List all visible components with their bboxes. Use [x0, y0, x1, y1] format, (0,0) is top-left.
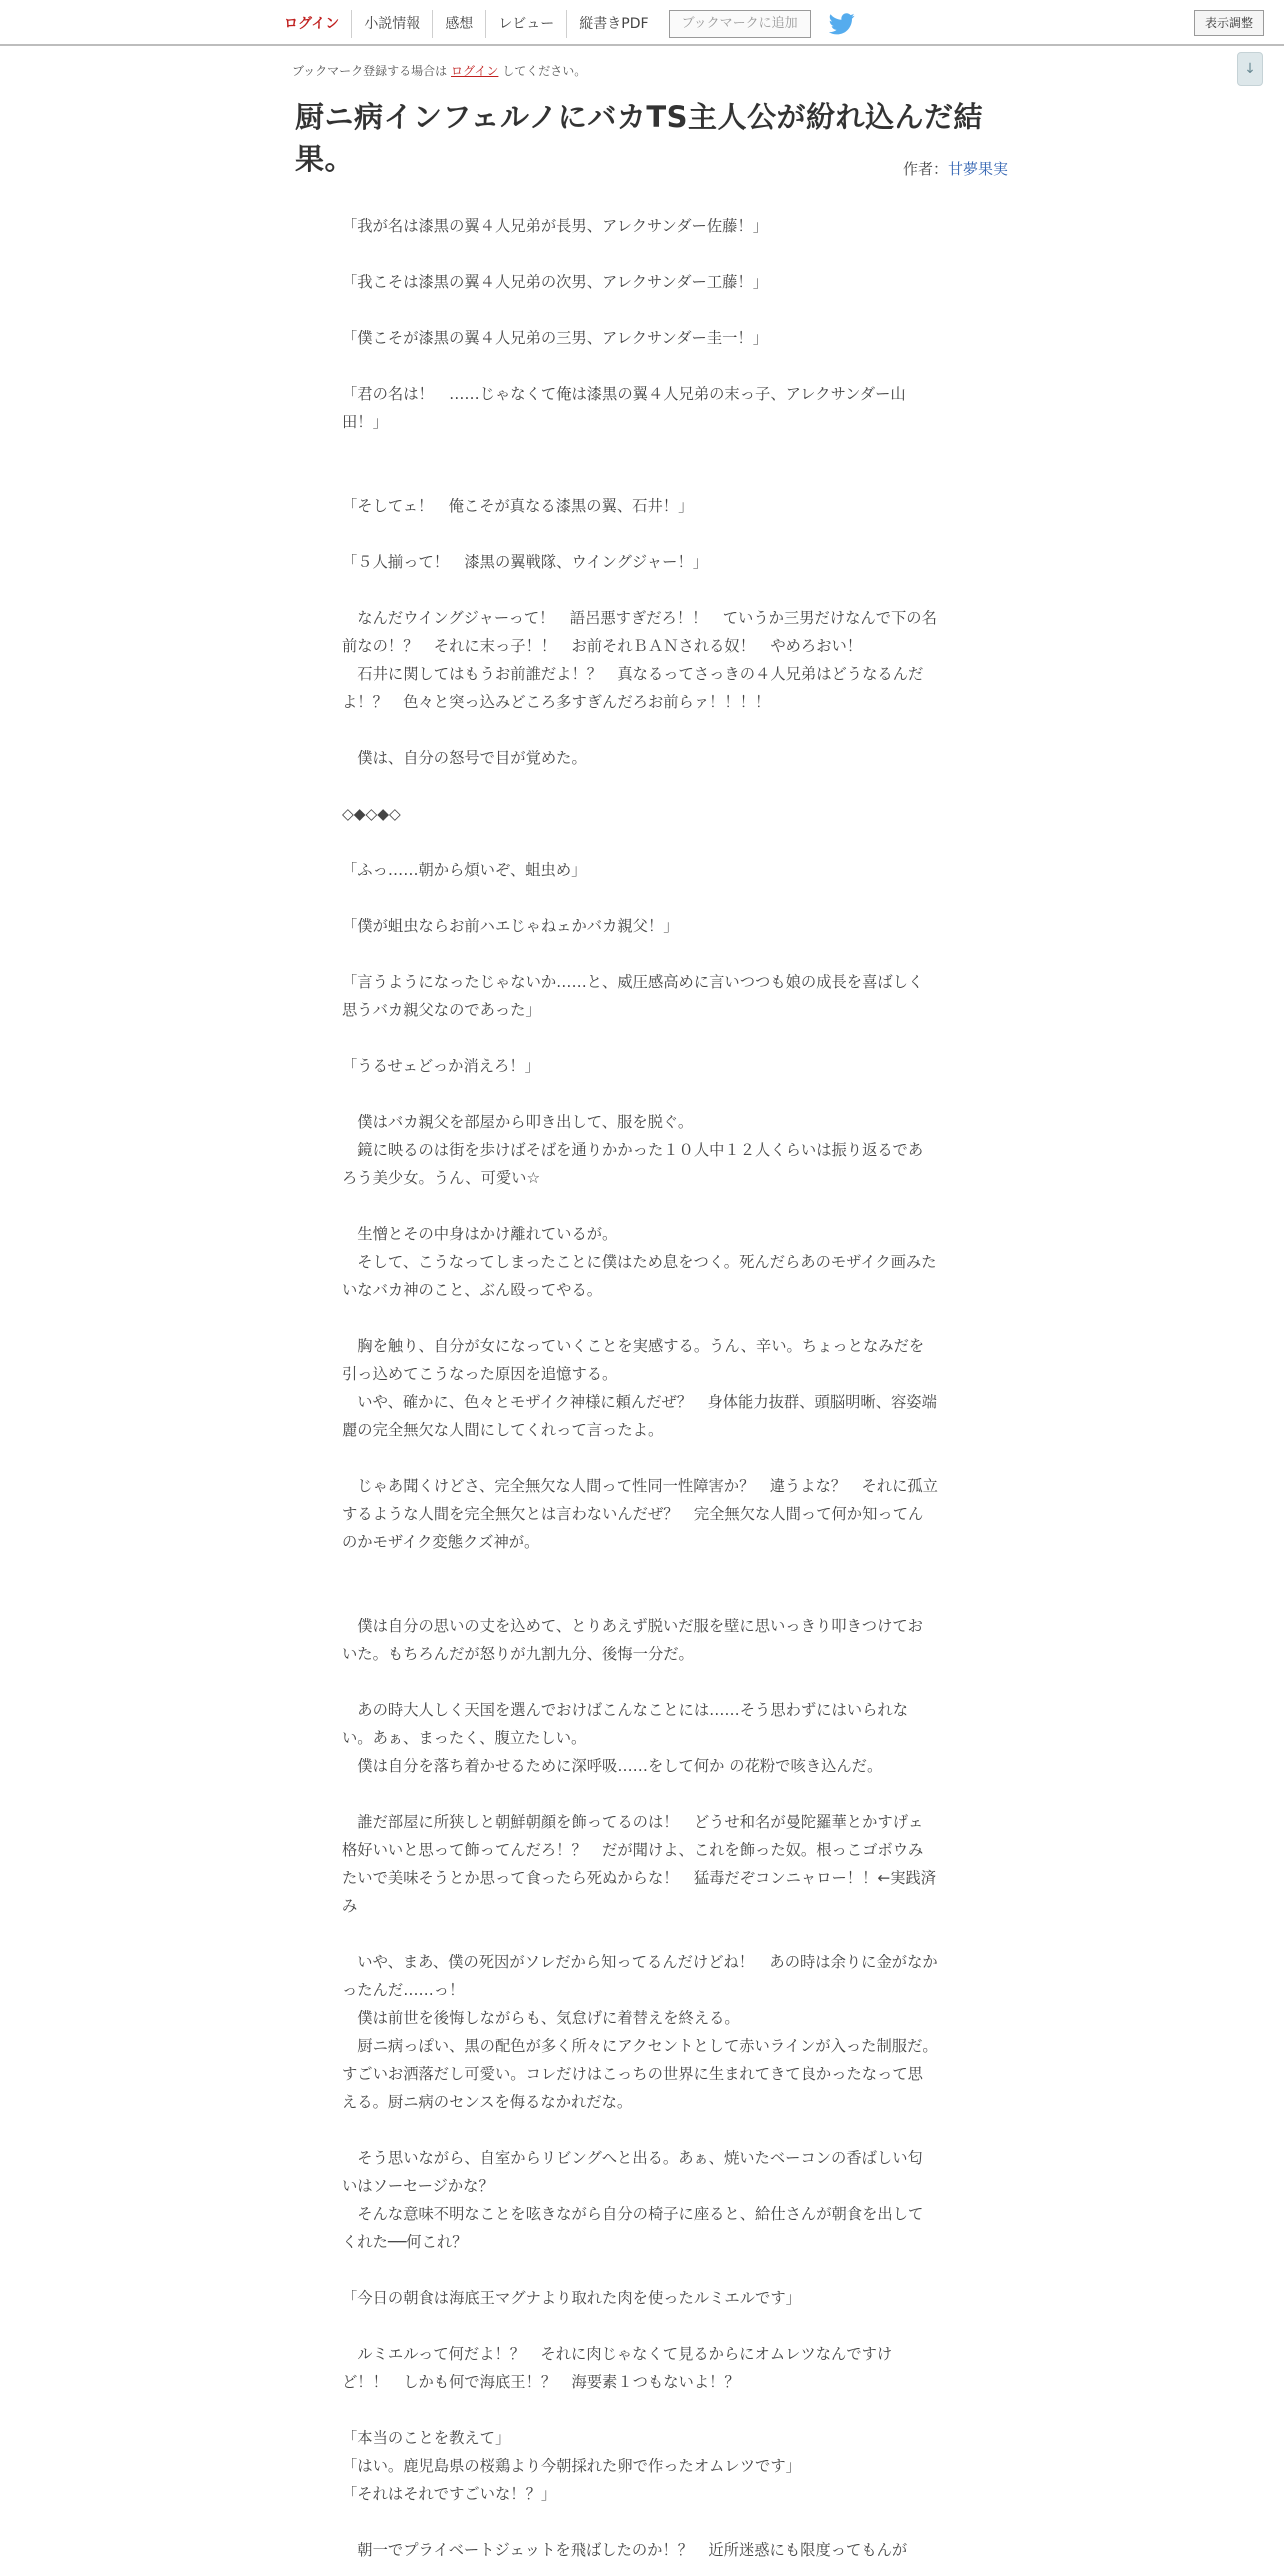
body-paragraph: 僕は自分の思いの丈を込めて、とりあえず脱いだ服を壁に思いっきり叩きつけておいた。もちろんだが怒りが九割九分、後悔一分だ。 [342, 1617, 923, 1663]
impressions-link[interactable]: 感想 [432, 10, 485, 38]
add-bookmark-button[interactable]: ブックマークに追加 [669, 10, 811, 38]
login-link[interactable]: ログイン [284, 16, 340, 32]
blank-line [342, 884, 938, 912]
bookmark-notice-text: ブックマーク登録する場合は [292, 64, 448, 78]
blank-line [342, 716, 938, 744]
blank-line [342, 1668, 938, 1696]
body-paragraph: 僕は前世を後悔しながらも、気怠げに着替えを終える。 [342, 2009, 740, 2027]
body-paragraph: 「はい。鹿児島県の桜鶏より今朝採れた卵で作ったオムレツです」 [342, 2457, 801, 2475]
review-link[interactable]: レビュー [485, 10, 566, 38]
blank-line [342, 1584, 938, 1612]
body-paragraph: 「僕が蛆虫ならお前ハエじゃねェかバカ親父！」 [342, 917, 679, 935]
body-paragraph: 誰だ部屋に所狭しと朝鮮朝顔を飾ってるのは！ どうせ和名が曼陀羅華とかすげェ格好いいと思って飾ってんだろ！？ だが聞けよ、これを飾った奴。根っこゴボウみたいで美味そうとか思って食ったら死ぬからな！ 猛毒だぞコンニャロー！！←実践済み [342, 1813, 937, 1915]
blank-line [342, 2116, 938, 2144]
body-paragraph: いや、まあ、僕の死因がソレだから知ってるんだけどね！ あの時は余りに金がなかったんだ……っ！ [342, 1953, 938, 1999]
body-paragraph: 「うるせェどっか消えろ！」 [342, 1057, 540, 1075]
top-navigation-bar [0, 0, 1284, 46]
blank-line [342, 1556, 938, 1584]
body-paragraph: なんだウイングジャーって！ 語呂悪すぎだろ！！ ていうか三男だけなんで下の名前なの！？ それに末っ子！！ お前それＢＡＮされる奴！ やめろおい！ [342, 609, 937, 655]
blank-line [342, 2508, 938, 2536]
blank-line [342, 352, 938, 380]
blank-line [342, 1444, 938, 1472]
body-paragraph: 「それはそれですごいな！？」 [342, 2485, 557, 2503]
author-label: 作者： [902, 160, 948, 178]
author-line [903, 158, 1008, 179]
body-paragraph: じゃあ聞くけどさ、完全無欠な人間って性同一性障害か？ 違うよな？ それに孤立するような人間を完全無欠とは言わないんだぜ？ 完全無欠な人間って何か知ってんのかモザイク変態クズ神が。 [342, 1477, 938, 1551]
blank-line [342, 1024, 938, 1052]
body-paragraph: 生憎とその中身はかけ離れているが。 [342, 1225, 618, 1243]
nav-menu [272, 10, 855, 38]
blank-line [342, 2256, 938, 2284]
scroll-down-button[interactable]: ↓ [1237, 52, 1263, 86]
body-paragraph: 厨ニ病っぽい、黒の配色が多く所々にアクセントとして赤いラインが入った制服だ。すごいお洒落だし可愛い。コレだけはこっちの世界に生まれてきて良かったなって思える。厨ニ病のセンスを侮るなかれだな。 [342, 2037, 938, 2111]
blank-line [342, 296, 938, 324]
blank-line [342, 520, 938, 548]
body-paragraph: ルミエルって何だよ！？ それに肉じゃなくて見るからにオムレツなんですけど！！ しかも何で海底王！？ 海要素１つもないよ！？ [342, 2345, 893, 2391]
blank-line [342, 436, 938, 464]
body-paragraph: 朝一でプライベートジェットを飛ばしたのか！？ 近所迷惑にも限度ってもんが [342, 2541, 908, 2559]
body-paragraph: 石井に関してはもうお前誰だよ！？ 真なるってさっきの４人兄弟はどうなるんだよ！？ 色々と突っ込みどころ多すぎんだろお前らァ！！！！ [342, 665, 924, 711]
body-paragraph: 「僕こそが漆黒の翼４人兄弟の三男、アレクサンダー圭一！」 [342, 329, 769, 347]
blank-line [342, 2396, 938, 2424]
blank-line [342, 576, 938, 604]
body-paragraph: 「我が名は漆黒の翼４人兄弟が長男、アレクサンダー佐藤！」 [342, 217, 769, 235]
blank-line [342, 1080, 938, 1108]
body-paragraph: 「我こそは漆黒の翼４人兄弟の次男、アレクサンダー工藤！」 [342, 273, 769, 291]
body-paragraph: 「君の名は！ ……じゃなくて俺は漆黒の翼４人兄弟の末っ子、アレクサンダー山田！」 [342, 385, 906, 431]
body-paragraph: あの時大人しく天国を選んでおけばこんなことには……そう思わずにはいられない。あぁ、まったく、腹立たしい。 [342, 1701, 908, 1747]
blank-line [342, 464, 938, 492]
blank-line [342, 1304, 938, 1332]
bookmark-notice [292, 62, 586, 79]
body-paragraph: 僕はバカ親父を部屋から叩き出して、服を脱ぐ。 [342, 1113, 694, 1131]
blank-line [342, 1780, 938, 1808]
body-paragraph: ◇◆◇◆◇ [342, 805, 401, 823]
blank-line [342, 772, 938, 800]
body-paragraph: そう思いながら、自室からリビングへと出る。あぁ、焼いたベーコンの香ばしい匂いはソーセージかな？ [342, 2149, 923, 2195]
blank-line [342, 240, 938, 268]
blank-line [342, 1192, 938, 1220]
body-paragraph: 「そしてェ！ 俺こそが真なる漆黒の翼、石井！」 [342, 497, 694, 515]
display-settings-button[interactable]: 表示調整 [1194, 10, 1264, 36]
body-paragraph: そんな意味不明なことを呟きながら自分の椅子に座ると、給仕さんが朝食を出してくれた──何これ？ [342, 2205, 924, 2251]
novel-info-link[interactable]: 小説情報 [351, 10, 432, 38]
blank-line [342, 2312, 938, 2340]
twitter-icon[interactable] [829, 13, 855, 35]
author-link[interactable]: 甘夢果実 [947, 160, 1008, 178]
body-paragraph: 僕は自分を落ち着かせるために深呼吸……をして何か の花粉で咳き込んだ。 [342, 1757, 883, 1775]
body-paragraph: 「今日の朝食は海底王マグナより取れた肉を使ったルミエルです」 [342, 2289, 801, 2307]
body-paragraph: 僕は、自分の怒号で目が覚めた。 [342, 749, 587, 767]
body-paragraph: 胸を触り、自分が女になっていくことを実感する。うん、辛い。ちょっとなみだを引っ込めてこうなった原因を追憶する。 [342, 1337, 925, 1383]
body-paragraph: 「５人揃って！ 漆黒の翼戦隊、ウイングジャー！」 [342, 553, 709, 571]
body-paragraph: いや、確かに、色々とモザイク神様に頼んだぜ？ 身体能力抜群、頭脳明晰、容姿端麗の完全無欠な人間にしてくれって言ったよ。 [342, 1393, 937, 1439]
body-paragraph: そして、こうなってしまったことに僕はため息をつく。死んだらあのモザイク画みたいなバカ神のこと、ぶん殴ってやる。 [342, 1253, 937, 1299]
bookmark-notice-suffix: してください。 [502, 64, 587, 78]
body-paragraph: 鏡に映るのは街を歩けばそばを通りかかった１０人中１２人くらいは振り返るであろう美少女。うん、可愛い☆ [342, 1141, 924, 1187]
body-paragraph: 「本当のことを教えて」 [342, 2429, 511, 2447]
blank-line [342, 828, 938, 856]
body-paragraph: 「ふっ……朝から煩いぞ、蛆虫め」 [342, 861, 587, 879]
novel-title: 厨ニ病インフェルノにバカTS主人公が紛れ込んだ結果。 [295, 100, 984, 176]
blank-line [342, 1920, 938, 1948]
novel-body [342, 212, 938, 2564]
notice-login-link[interactable]: ログイン [451, 64, 499, 78]
blank-line [342, 940, 938, 968]
vertical-pdf-link[interactable]: 縦書きPDF [566, 10, 660, 38]
body-paragraph: 「言うようになったじゃないか……と、威圧感高めに言いつつも娘の成長を喜ばしく思うバカ親父なのであった」 [342, 973, 924, 1019]
